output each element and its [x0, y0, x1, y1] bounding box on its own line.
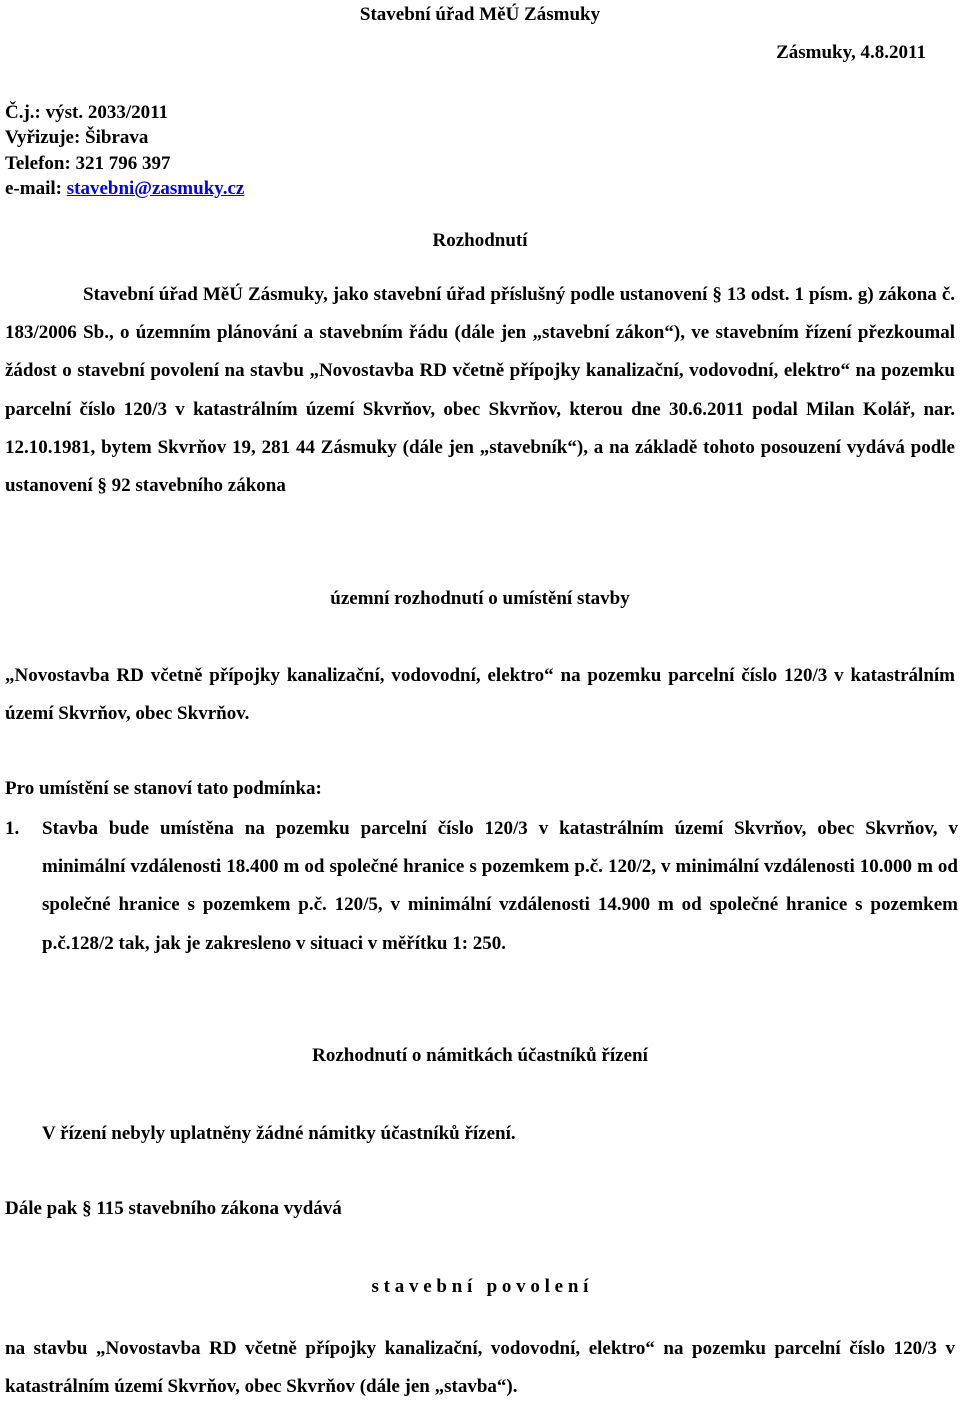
objections-heading: Rozhodnutí o námitkách účastníků řízení: [312, 1045, 648, 1066]
intro-paragraph: [5, 276, 955, 505]
condition-number: 1.: [5, 818, 20, 839]
condition-heading: Pro umístění se stanoví tato podmínka:: [5, 778, 322, 799]
handler: Vyřizuje: Šibrava: [5, 127, 149, 148]
place-date: Zásmuky, 4.8.2011: [776, 42, 926, 63]
objections-text: V řízení nebyly uplatněny žádné námitky účastníků řízení.: [42, 1123, 516, 1144]
permit-text: na stavbu „Novostavba RD včetně přípojky kanalizační, vodovodní, elektro“ na pozemku parcelní číslo 120/3 v katastrálním území Skvrňov, obec Skvrňov (dále jen „stavba“).: [5, 1338, 955, 1398]
permit-heading: s t a v e b n í p o v o l e n í: [371, 1276, 589, 1297]
office-heading: Stavební úřad MěÚ Zásmuky: [359, 4, 601, 25]
decision-heading: územní rozhodnutí o umístění stavby: [330, 588, 630, 609]
email-label: e-mail:: [5, 178, 67, 199]
decision-subject: „Novostavba RD včetně přípojky kanalizační, vodovodní, elektro“ na pozemku parcelní číslo 120/3 v katastrálním území Skvrňov, obec Skvrňov.: [5, 665, 955, 725]
reference-number: Č.j.: výst. 2033/2011: [5, 102, 169, 123]
email-line: [5, 178, 244, 201]
document-title: Rozhodnutí: [432, 230, 528, 251]
further-text: Dále pak § 115 stavebního zákona vydává: [5, 1198, 342, 1219]
condition-text: Stavba bude umístěna na pozemku parcelní číslo 120/3 v katastrálním území Skvrňov, obec Skvrňov, v minimální vzdálenosti 18.400 m od společné hranice s pozemkem p.č. 120/2, v minimální vzdálenosti 10.000 m od společné hranice s pozemkem p.č. 120/5, v minimální vzdálenosti 14.900 m od společné hranice s pozemkem p.č.128/2 tak, jak je zakresleno v situaci v měřítku 1: 250.: [42, 818, 958, 954]
email-link[interactable]: stavebni@zasmuky.cz: [66, 178, 245, 199]
phone: Telefon: 321 796 397: [5, 153, 171, 174]
intro-text: Stavební úřad MěÚ Zásmuky, jako stavební úřad příslušný podle ustanovení § 13 odst. 1 písm. g) zákona č. 183/2006 Sb., o územním plánování a stavebním řádu (dále jen „stavební zákon“), ve stavebním řízení přezkoumal žádost o stavební povolení na stavbu „Novostavba RD včetně přípojky kanalizační, vodovodní, elektro“ na pozemku parcelní číslo 120/3 v katastrálním území Skvrňov, obec Skvrňov, kterou dne 30.6.2011 podal Milan Kolář, nar. 12.10.1981, bytem Skvrňov 19, 281 44 Zásmuky (dále jen „stavebník“), a na základě tohoto posouzení vydává podle ustanovení § 92 stavebního zákona: [5, 284, 955, 497]
